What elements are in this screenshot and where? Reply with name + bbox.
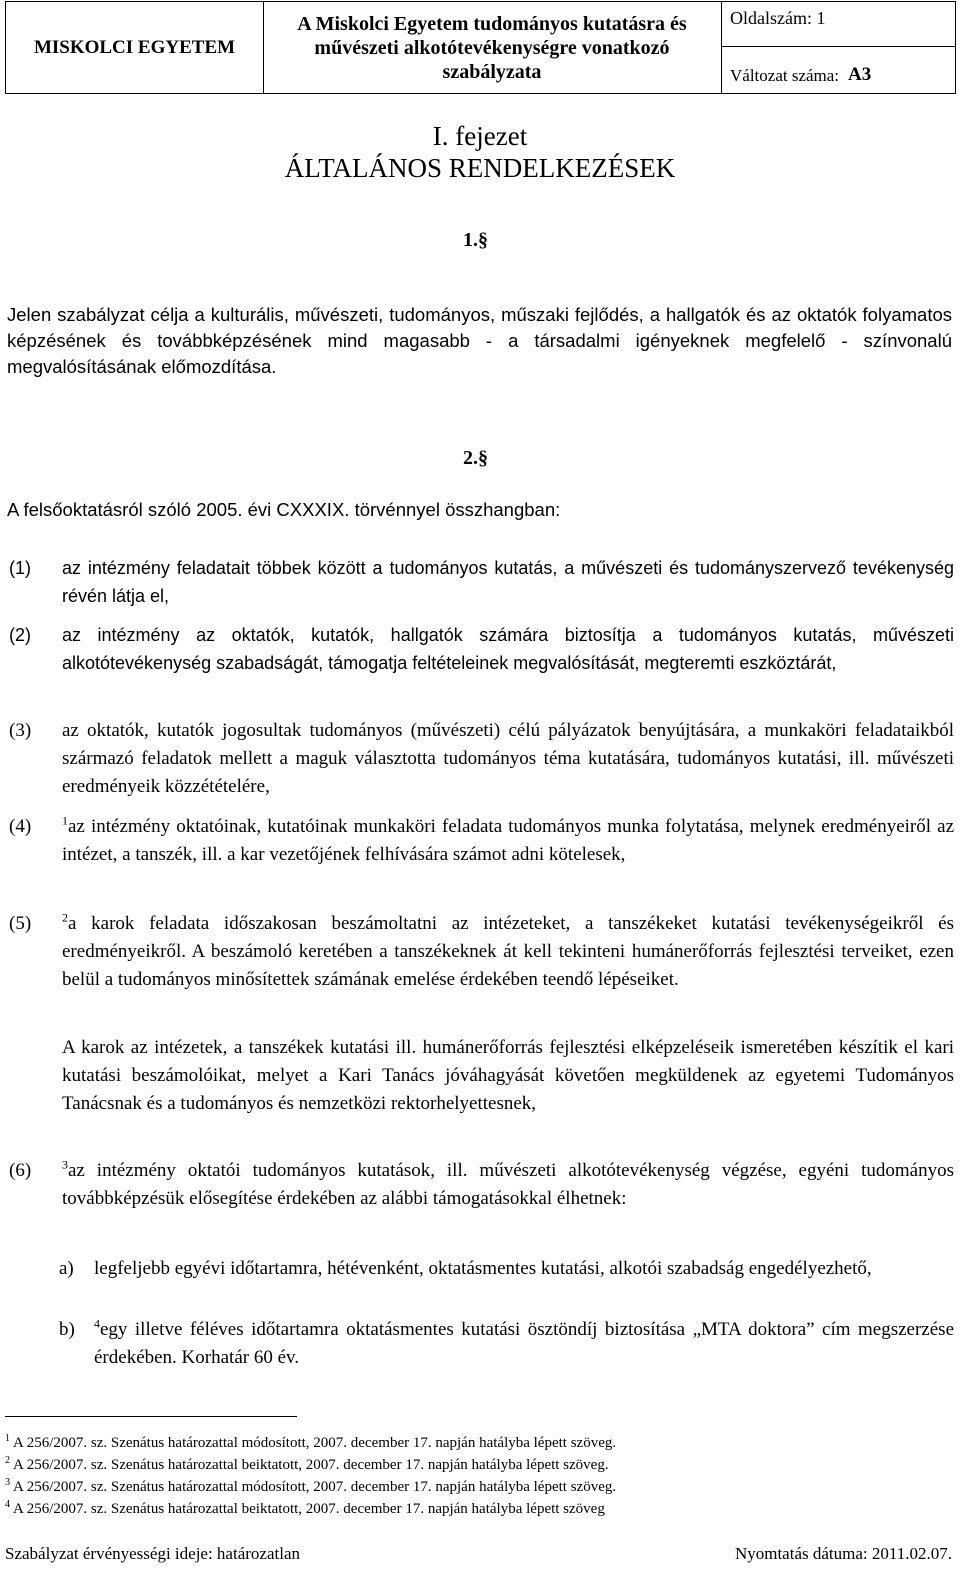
item-text: az oktatók, kutatók jogosultak tudományos (művészeti) célú pályázatok benyújtására, a munkaköri feladataikból származó feladatok mellett a maguk választotta tudományos téma kutatására, tudományos kutatási, ill. művészeti eredményeik közzétételére, [62, 720, 954, 797]
validity-note: Szabályzat érvényességi ideje: határozatlan [5, 1544, 300, 1563]
sub-item-text: legfeljebb egyévi időtartamra, hétévenként, oktatásmentes kutatási, alkotói szabadság engedélyezhető, [94, 1258, 872, 1279]
footnote [5, 1476, 616, 1498]
item-number: (5) [9, 913, 32, 934]
footnote-divider [5, 1416, 297, 1417]
item-text: A karok az intézetek, a tanszékek kutatási ill. humánerőforrás fejlesztési elképzeléseik ismeretében készítik el kari kutatási beszámolóikat, melyet a Kari Tanács jóváhagyását követően megküldenek az egyetemi Tudományos Tanácsnak és a tudományos és nemzetközi rektorhelyettesnek, [62, 1037, 954, 1114]
item-text: az intézmény feladatait többek között a tudományos kutatás, a művészeti és tudományszervező tevékenység révén látja el, [62, 558, 954, 606]
sub-item-letter: a) [59, 1258, 74, 1279]
item-number: (4) [9, 816, 32, 837]
footnote-ref[interactable]: 4 [94, 1316, 100, 1331]
item-text: a karok feladata időszakosan beszámoltatni az intézeteket, a tanszékeket kutatási tevékenységeikről és eredményeikről. A beszámoló keretében a tanszékeknek át kell tekinteni humánerőforrás fejlesztési terveiket, ezen belül a tudományos minősítettek számának emelése érdekében teendő lépéseiket. [62, 913, 954, 990]
footnote-text: A 256/2007. sz. Szenátus határozattal beiktatott, 2007. december 17. napján hatályba lépett szöveg. [12, 1457, 609, 1473]
section-2-heading: 2.§ [463, 447, 488, 469]
chapter-title: ÁLTALÁNOS RENDELKEZÉSEK [284, 153, 676, 183]
footnote-number: 2 [5, 1455, 10, 1466]
item-number: (6) [9, 1160, 32, 1181]
sub-item-text: egy illetve féléves időtartamra oktatásmentes kutatási ösztöndíj biztosítása „MTA doktora” cím megszerzése érdekében. Korhatár 60 év. [94, 1319, 954, 1368]
item-number: (2) [9, 625, 31, 645]
section-1-heading: 1.§ [463, 229, 488, 251]
footnote-text: A 256/2007. sz. Szenátus határozattal módosított, 2007. december 17. napján hatályba lépett szöveg. [12, 1435, 617, 1451]
footnote-ref[interactable]: 1 [62, 813, 68, 828]
document-title: A Miskolci Egyetem tudományos kutatásra és művészeti alkotótevékenységre vonatkozó szabályzata [263, 2, 722, 93]
university-name: MISKOLCI EGYETEM [6, 2, 264, 93]
footnote [5, 1454, 609, 1476]
version-value: A3 [848, 64, 872, 85]
footnote-text: A 256/2007. sz. Szenátus határozattal beiktatott, 2007. december 17. napján hatályba lépett szöveg [12, 1501, 605, 1517]
footnote-ref[interactable]: 3 [62, 1157, 68, 1172]
version-box [722, 48, 955, 93]
footnote [5, 1498, 605, 1520]
footnote-number: 3 [5, 1477, 10, 1488]
footnote-ref[interactable]: 2 [62, 910, 68, 925]
section-2-intro: A felsőoktatásról szóló 2005. évi CXXXIX. törvénnyel összhangban: [7, 499, 561, 520]
chapter-number: I. fejezet [432, 121, 528, 151]
print-date: Nyomtatás dátuma: 2011.02.07. [734, 1544, 952, 1563]
sub-item-letter: b) [59, 1319, 75, 1340]
document-header [5, 1, 956, 94]
version-label: Változat száma: [730, 66, 840, 85]
footnote-text: A 256/2007. sz. Szenátus határozattal módosított, 2007. december 17. napján hatályba lépett szöveg. [12, 1479, 617, 1495]
item-number: (1) [9, 558, 31, 578]
item-number: (3) [9, 720, 32, 741]
footnote [5, 1432, 616, 1454]
page-number: Oldalszám: 1 [722, 2, 955, 47]
footnote-number: 1 [5, 1433, 10, 1444]
item-text: az intézmény oktatói tudományos kutatások, ill. művészeti alkotótevékenység végzése, egyéni tudományos továbbképzésük elősegítése érdekében az alábbi támogatásokkal élhetnek: [62, 1160, 954, 1209]
section-1-text: Jelen szabályzat célja a kulturális, művészeti, tudományos, műszaki fejlődés, a hallgatók és az oktatók folyamatos képzésének és továbbképzésének mind magasabb - a társadalmi igényeknek megfelelő - színvonalú megvalósításának előmozdítása. [7, 304, 952, 377]
item-text: az intézmény az oktatók, kutatók, hallgatók számára biztosítja a tudományos kutatás, művészeti alkotótevékenység szabadságát, támogatja feltételeinek megvalósítását, megteremti eszköztárát, [62, 625, 954, 673]
footnote-number: 4 [5, 1499, 10, 1510]
item-text: az intézmény oktatóinak, kutatóinak munkaköri feladata tudományos munka folytatása, melynek eredményeiről az intézet, a tanszék, ill. a kar vezetőjének felhívására számot adni kötelesek, [62, 816, 954, 865]
